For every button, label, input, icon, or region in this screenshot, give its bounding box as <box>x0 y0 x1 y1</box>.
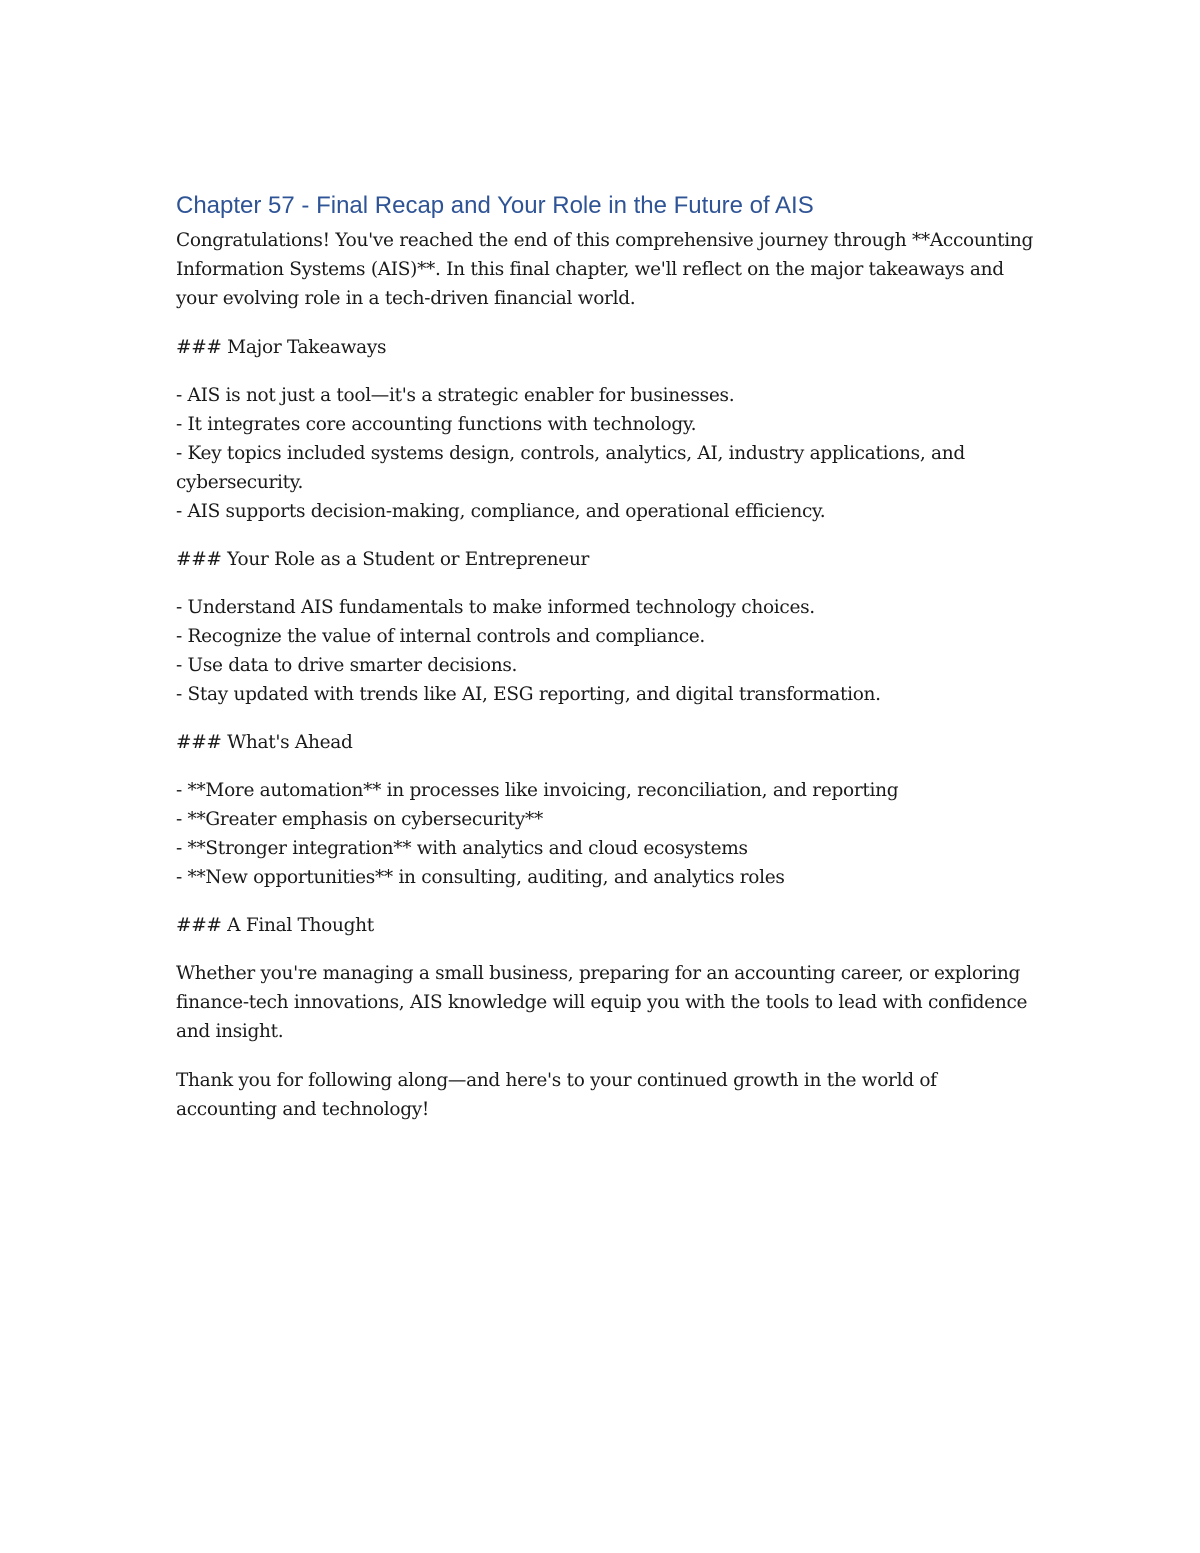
list-item: - **Greater emphasis on cybersecurity** <box>176 809 543 830</box>
section-heading-final-thought: ### A Final Thought <box>176 915 374 936</box>
list-item: - AIS is not just a tool—it's a strategic enabler for businesses. <box>176 385 735 406</box>
list-your-role <box>176 593 1036 709</box>
list-item: - Stay updated with trends like AI, ESG reporting, and digital transformation. <box>176 684 881 705</box>
section-heading-major-takeaways: ### Major Takeaways <box>176 337 387 358</box>
list-major-takeaways <box>176 381 1036 526</box>
list-item: - Use data to drive smarter decisions. <box>176 655 518 676</box>
list-item: - Recognize the value of internal controls and compliance. <box>176 626 705 647</box>
section-heading-whats-ahead: ### What's Ahead <box>176 732 353 753</box>
list-item: - It integrates core accounting functions with technology. <box>176 414 697 435</box>
list-item: - AIS supports decision-making, compliance, and operational efficiency. <box>176 501 826 522</box>
list-whats-ahead <box>176 776 1036 892</box>
closing-paragraph: Whether you're managing a small business, preparing for an accounting career, or exploring finance-tech innovations, AIS knowledge will equip you with the tools to lead with confidence and insight. <box>176 963 1028 1042</box>
thank-you-paragraph: Thank you for following along—and here's to your continued growth in the world of accounting and technology! <box>176 1070 937 1120</box>
list-item: - **Stronger integration** with analytics and cloud ecosystems <box>176 838 748 859</box>
section-heading-your-role: ### Your Role as a Student or Entrepreneur <box>176 549 590 570</box>
intro-paragraph: Congratulations! You've reached the end of this comprehensive journey through **Accounting Information Systems (AIS)**. In this final chapter, we'll reflect on the major takeaways and your evolving role in a tech-driven financial world. <box>176 230 1034 309</box>
list-item: - **More automation** in processes like invoicing, reconciliation, and reporting <box>176 780 899 801</box>
list-item: - **New opportunities** in consulting, auditing, and analytics roles <box>176 867 785 888</box>
chapter-title: Chapter 57 - Final Recap and Your Role in the Future of AIS <box>176 192 814 219</box>
list-item: - Key topics included systems design, controls, analytics, AI, industry applications, and cybersecurity. <box>176 443 965 493</box>
list-item: - Understand AIS fundamentals to make informed technology choices. <box>176 597 815 618</box>
document-body <box>176 188 1036 1144</box>
